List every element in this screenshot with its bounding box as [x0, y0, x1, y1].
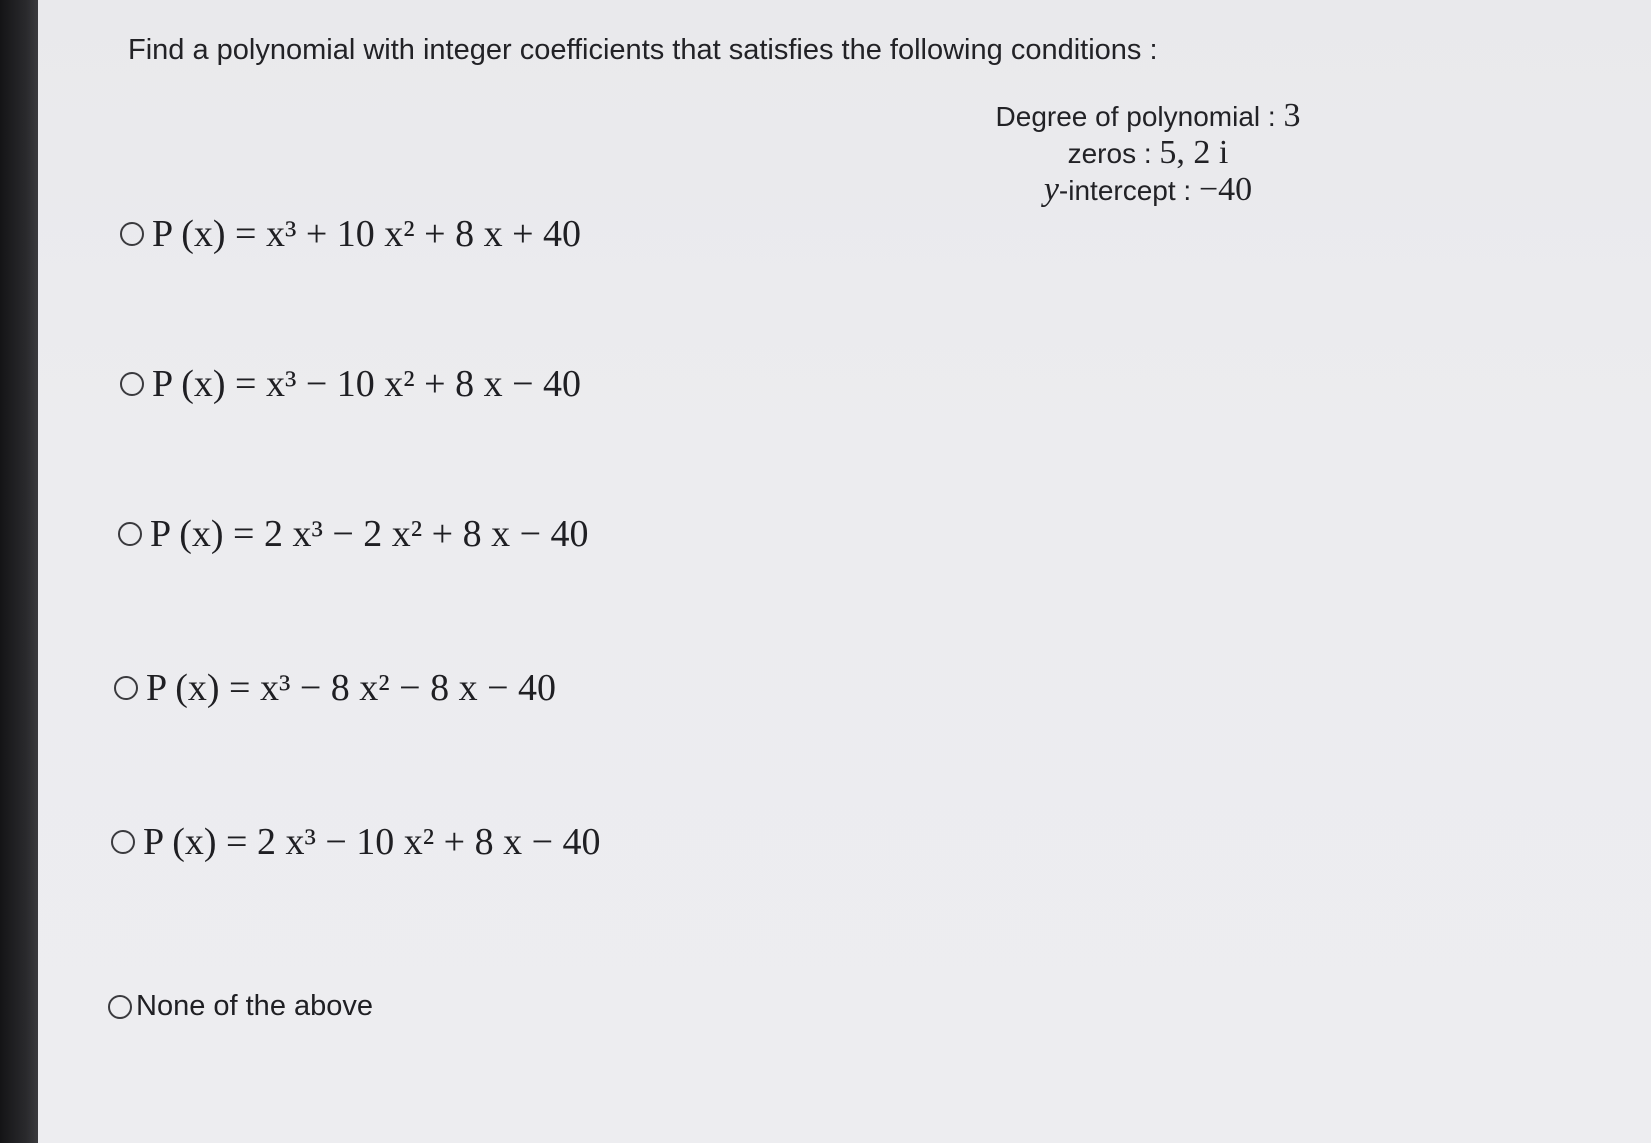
question-text: Find a polynomial with integer coefficients that satisfies the following conditions : [128, 34, 1158, 66]
zeros-label: zeros : [1067, 138, 1152, 169]
radio-button[interactable] [114, 676, 138, 700]
device-bezel [0, 0, 38, 1143]
y-intercept-condition [978, 172, 1318, 209]
option-label: P (x) = 2 x³ − 2 x² + 8 x − 40 [150, 513, 589, 555]
y-intercept-value: −40 [1198, 171, 1253, 208]
option-label: None of the above [136, 990, 374, 1022]
y-intercept-label: -intercept : [1058, 175, 1192, 206]
degree-value: 3 [1283, 97, 1301, 134]
y-intercept-label-variable: y [1043, 171, 1059, 208]
option-label: P (x) = 2 x³ − 10 x² + 8 x − 40 [143, 821, 601, 863]
zeros-value: 5, 2 i [1159, 134, 1229, 171]
radio-button[interactable] [120, 372, 144, 396]
radio-button[interactable] [111, 830, 135, 854]
answer-option-4[interactable] [114, 666, 556, 710]
option-label: P (x) = x³ − 10 x² + 8 x − 40 [152, 363, 582, 405]
degree-condition [978, 98, 1318, 135]
zeros-condition [978, 135, 1318, 172]
degree-label: Degree of polynomial : [995, 101, 1276, 132]
answer-option-2[interactable] [120, 362, 581, 406]
question-panel [38, 0, 1651, 1143]
radio-button[interactable] [120, 222, 144, 246]
answer-option-5[interactable] [111, 820, 601, 864]
radio-button[interactable] [108, 995, 132, 1019]
radio-button[interactable] [118, 522, 142, 546]
answer-option-none[interactable] [108, 990, 373, 1023]
option-label: P (x) = x³ − 8 x² − 8 x − 40 [146, 667, 557, 709]
answer-option-3[interactable] [118, 512, 589, 556]
conditions-block [978, 98, 1378, 209]
answer-option-1[interactable] [120, 212, 581, 256]
option-label: P (x) = x³ + 10 x² + 8 x + 40 [152, 213, 582, 255]
